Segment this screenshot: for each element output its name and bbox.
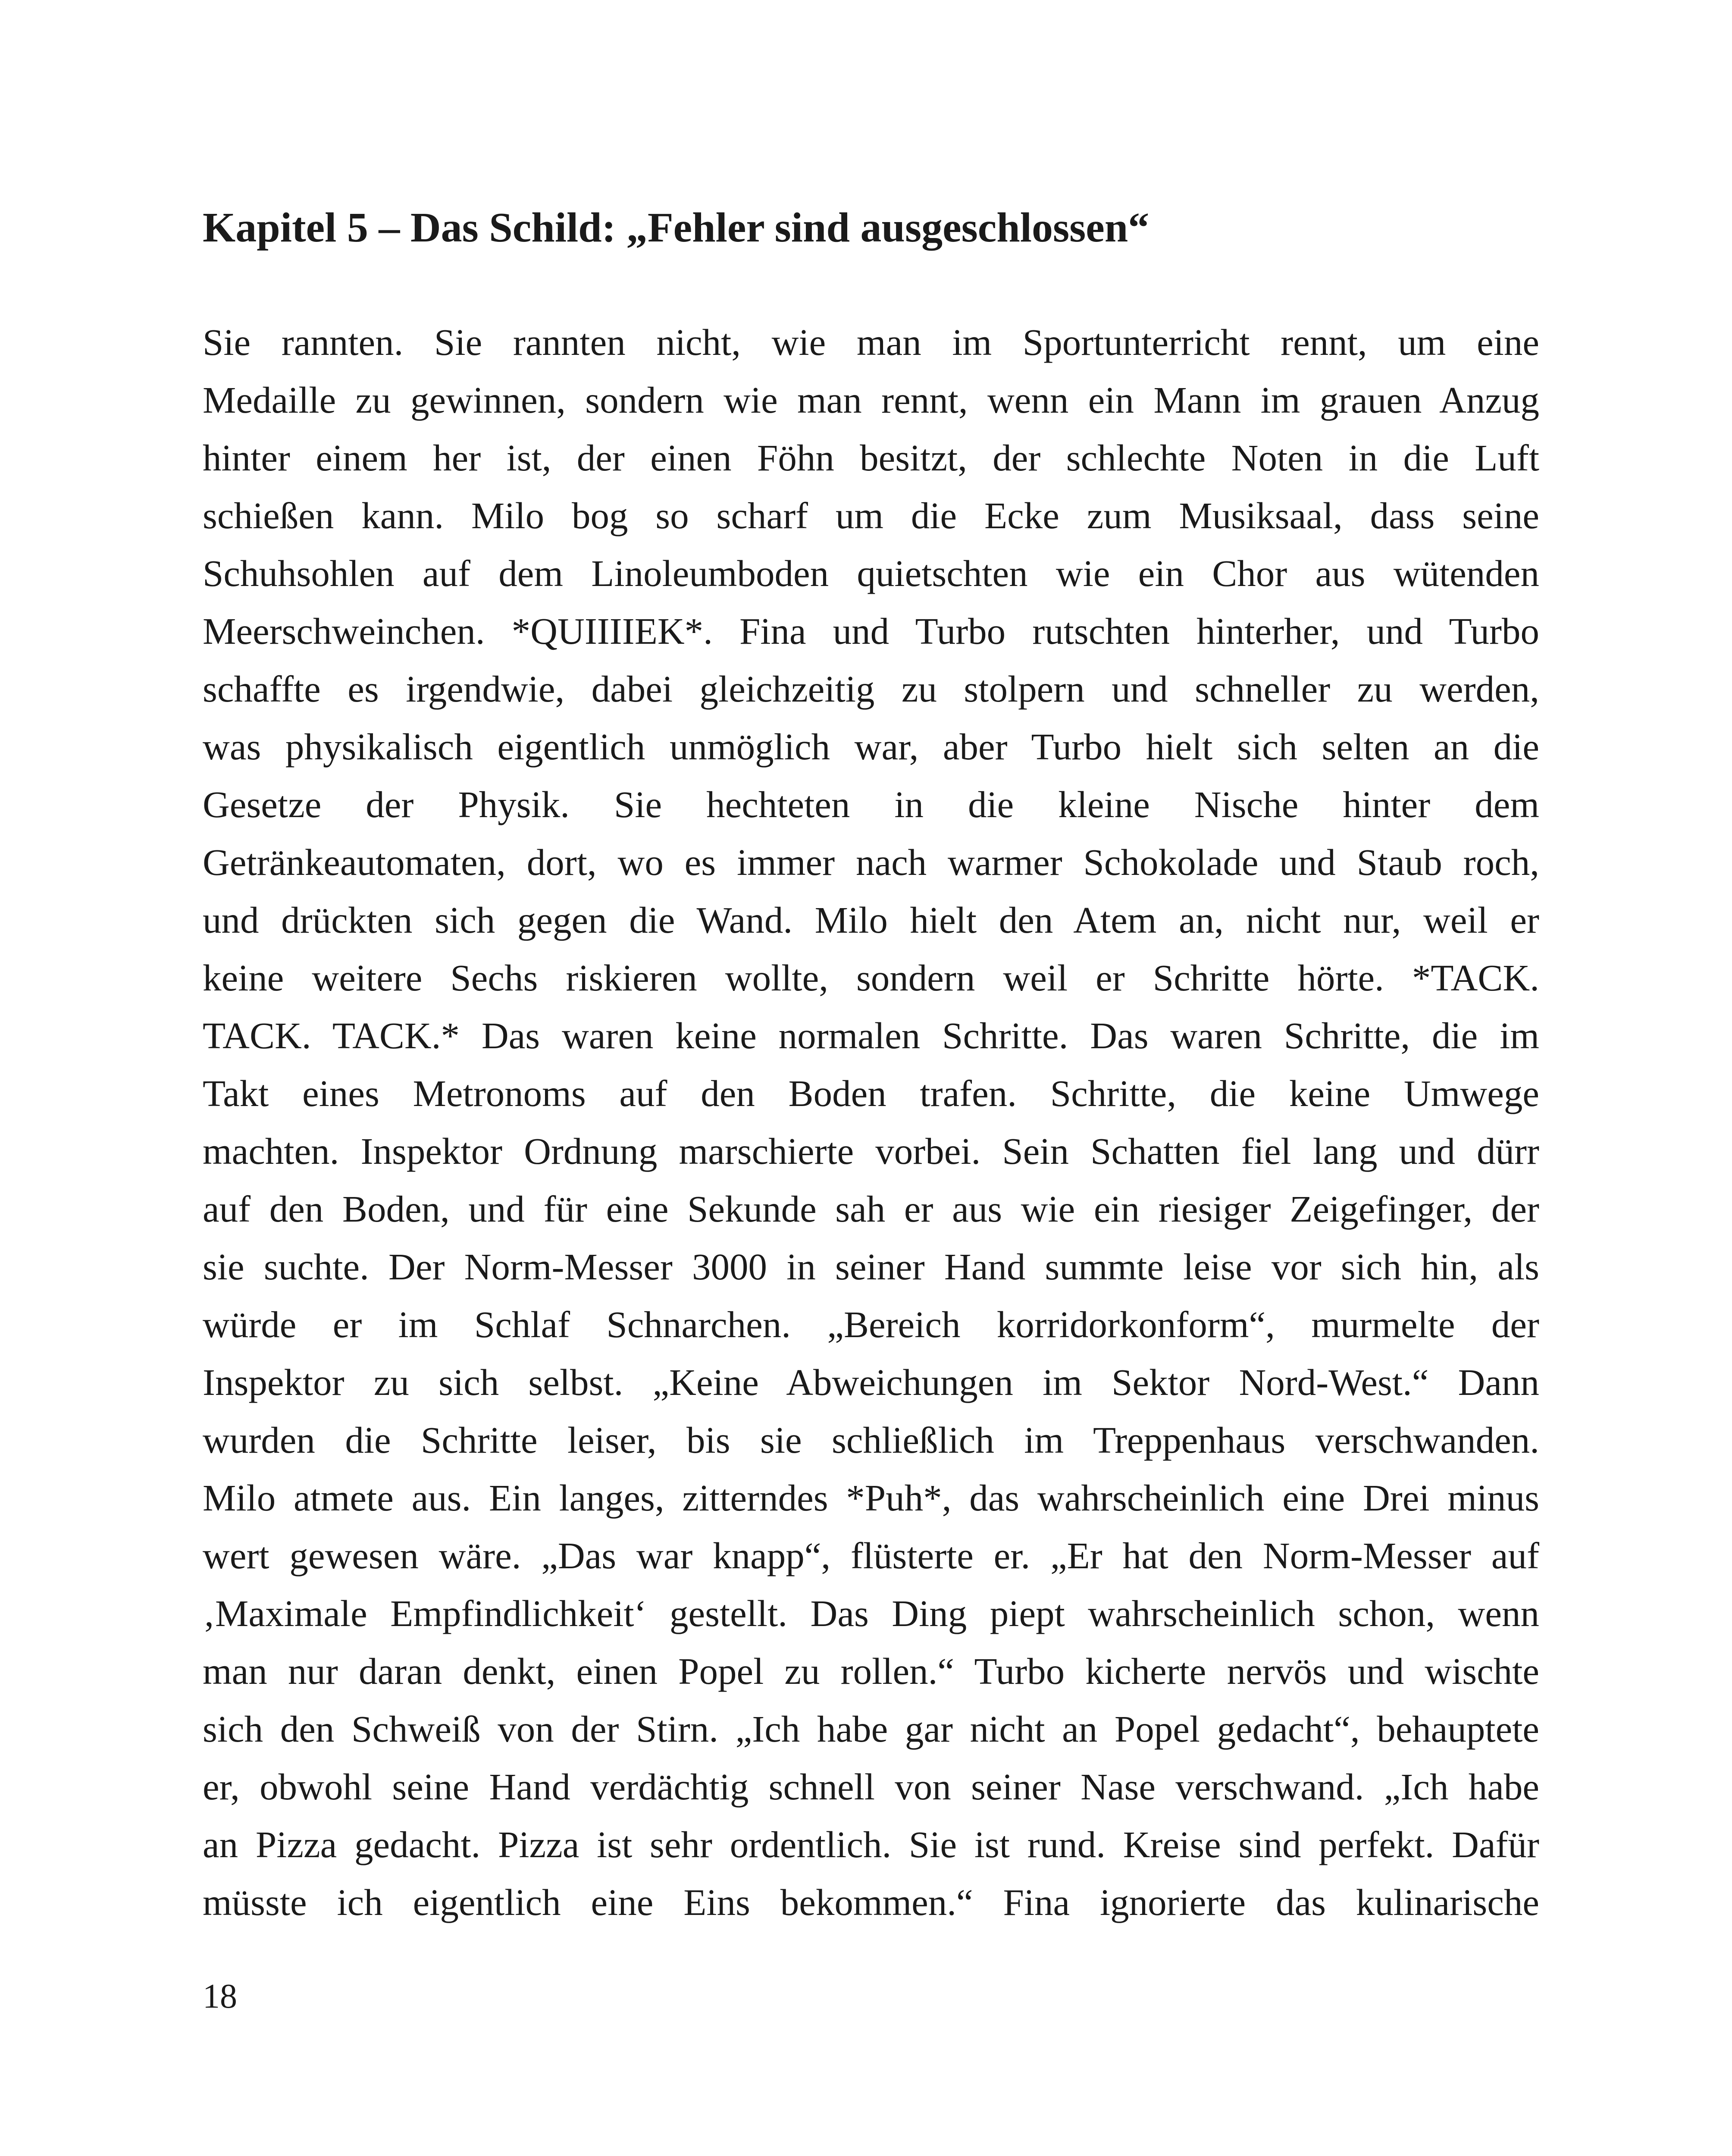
text-line: Inspektor zu sich selbst. „Keine Abweichungen im Sektor Nord-West.“ Dann (203, 1361, 1539, 1403)
text-line: er, obwohl seine Hand verdächtig schnell von seiner Nase verschwand. „Ich habe (203, 1766, 1539, 1808)
text-line: schaffte es irgendwie, dabei gleichzeitig zu stolpern und schneller zu werden, (203, 668, 1539, 710)
body-paragraph (203, 313, 1539, 1931)
text-line: auf den Boden, und für eine Sekunde sah er aus wie ein riesiger Zeigefinger, der (203, 1188, 1539, 1230)
text-line: Medaille zu gewinnen, sondern wie man rennt, wenn ein Mann im grauen Anzug (203, 379, 1539, 421)
text-line: schießen kann. Milo bog so scharf um die Ecke zum Musiksaal, dass seine (203, 495, 1539, 536)
text-line: Schuhsohlen auf dem Linoleumboden quietschten wie ein Chor aus wütenden (203, 552, 1539, 594)
text-line: wurden die Schritte leiser, bis sie schließlich im Treppenhaus verschwanden. (203, 1419, 1539, 1461)
text-line: und drückten sich gegen die Wand. Milo hielt den Atem an, nicht nur, weil er (203, 899, 1539, 941)
text-line: man nur daran denkt, einen Popel zu rollen.“ Turbo kicherte nervös und wischte (203, 1650, 1539, 1692)
text-line: TACK. TACK.* Das waren keine normalen Schritte. Das waren Schritte, die im (203, 1015, 1539, 1056)
chapter-title: Kapitel 5 – Das Schild: „Fehler sind ausgeschlossen“ (203, 204, 1149, 251)
text-line: Getränkeautomaten, dort, wo es immer nach warmer Schokolade und Staub roch, (203, 841, 1539, 883)
text-line: sich den Schweiß von der Stirn. „Ich habe gar nicht an Popel gedacht“, behauptete (203, 1708, 1539, 1750)
text-line: hinter einem her ist, der einen Föhn besitzt, der schlechte Noten in die Luft (203, 437, 1539, 479)
text-line: an Pizza gedacht. Pizza ist sehr ordentlich. Sie ist rund. Kreise sind perfekt. Dafür (203, 1824, 1539, 1865)
text-line: keine weitere Sechs riskieren wollte, sondern weil er Schritte hörte. *TACK. (203, 957, 1539, 999)
text-line: ‚Maximale Empfindlichkeit‘ gestellt. Das Ding piept wahrscheinlich schon, wenn (203, 1592, 1539, 1634)
text-line: was physikalisch eigentlich unmöglich war, aber Turbo hielt sich selten an die (203, 726, 1539, 768)
text-line: müsste ich eigentlich eine Eins bekommen.“ Fina ignorierte das kulinarische (203, 1881, 1539, 1923)
page-number: 18 (203, 1977, 237, 2015)
text-line: machten. Inspektor Ordnung marschierte vorbei. Sein Schatten fiel lang und dürr (203, 1130, 1539, 1172)
text-line: Sie rannten. Sie rannten nicht, wie man im Sportunterricht rennt, um eine (203, 321, 1539, 363)
text-line: würde er im Schlaf Schnarchen. „Bereich korridorkonform“, murmelte der (203, 1304, 1539, 1345)
text-line: sie suchte. Der Norm-Messer 3000 in seiner Hand summte leise vor sich hin, als (203, 1246, 1539, 1288)
text-line: Meerschweinchen. *QUIIIIEK*. Fina und Turbo rutschten hinterher, und Turbo (203, 610, 1539, 652)
text-line: Gesetze der Physik. Sie hechteten in die kleine Nische hinter dem (203, 783, 1539, 825)
text-line: Takt eines Metronoms auf den Boden trafen. Schritte, die keine Umwege (203, 1072, 1539, 1114)
text-line: Milo atmete aus. Ein langes, zitterndes *Puh*, das wahrscheinlich eine Drei minus (203, 1477, 1539, 1519)
text-line: wert gewesen wäre. „Das war knapp“, flüsterte er. „Er hat den Norm-Messer auf (203, 1535, 1539, 1576)
